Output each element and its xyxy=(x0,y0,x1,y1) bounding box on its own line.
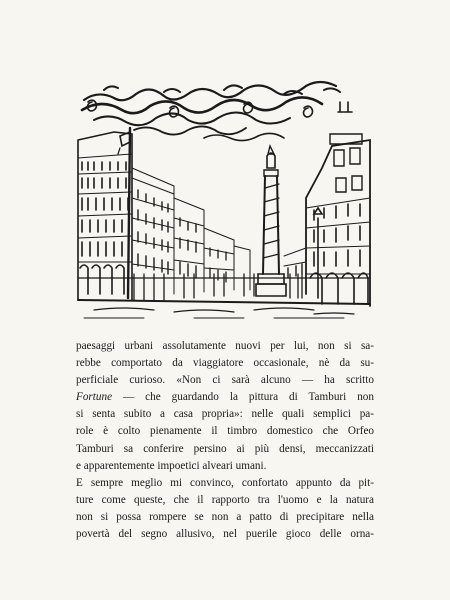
text-line: ture come queste, che il rapporto tra l'uomo e la natura xyxy=(76,493,374,506)
text-line: role è colto pienamente il timbro domestico che Orfeo xyxy=(76,425,374,438)
body-text xyxy=(76,338,374,543)
paragraph-2 xyxy=(76,475,374,543)
text-line: povertà del segno allusivo, nel puerile gioco delle orna- xyxy=(76,528,374,541)
text-line: paesaggi urbani assolutamente nuovi per lui, non si sa- xyxy=(76,340,374,352)
text-segment: — che guardando la pittura di Tamburi non xyxy=(112,391,374,404)
text-line: non si possa rompere se non a patto di precipitare nella xyxy=(76,510,374,523)
text-line: E sempre meglio mi convinco, confortato appunto da pit- xyxy=(76,476,374,489)
text-line: e apparentemente impoetici alveari umani. xyxy=(76,459,267,472)
street-scene-illustration xyxy=(74,78,374,322)
italic-name: Fortune xyxy=(76,391,113,404)
text-line: rebbe comportato da viaggiatore occasionale, nè da su- xyxy=(76,357,374,370)
text-line: Tamburi sa conferire persino ai più densi, meccanizzati xyxy=(76,442,374,455)
ink-drawing-column-square xyxy=(74,78,374,322)
text-line: si senta subito a casa propria»: nelle quali semplici pa- xyxy=(76,408,374,421)
text-line: perficiale curioso. «Non ci sarà alcuno — ha scritto xyxy=(76,374,374,387)
paragraph-1 xyxy=(76,338,374,475)
text-line xyxy=(76,389,374,406)
